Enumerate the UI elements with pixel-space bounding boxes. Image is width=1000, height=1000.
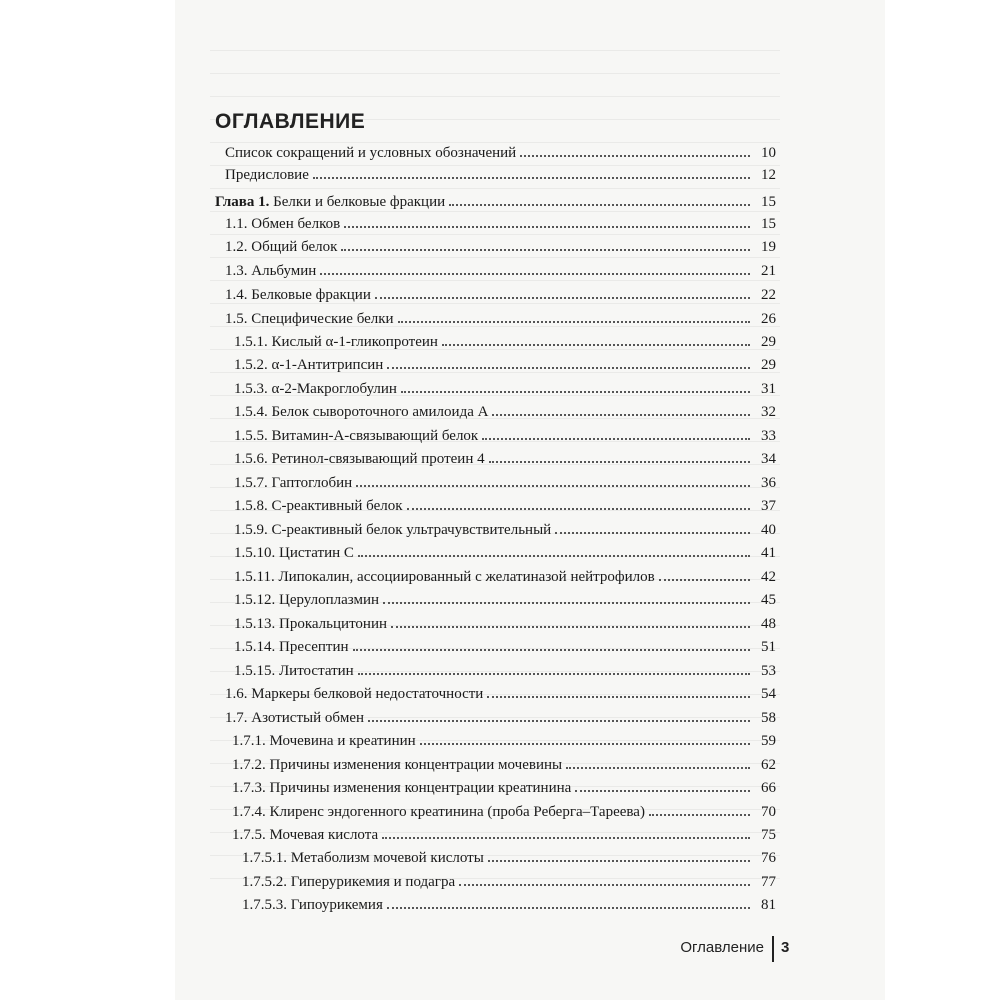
- toc-entry-label: 1.7. Азотистый обмен: [225, 710, 365, 726]
- toc-entry[interactable]: [242, 847, 776, 869]
- leader-dots: [649, 814, 750, 816]
- toc-entry-page: 62: [761, 757, 776, 773]
- leader-dots: [659, 579, 750, 581]
- leader-dots: [398, 321, 750, 323]
- toc-entry-page: 40: [761, 522, 776, 538]
- toc-entry-page: 36: [761, 475, 776, 491]
- toc-entry-label: 1.1. Обмен белков: [225, 216, 341, 232]
- toc-entry[interactable]: [232, 777, 776, 799]
- toc-entry-label: 1.5.12. Церулоплазмин: [234, 592, 380, 608]
- toc-entry-page: 26: [761, 311, 776, 327]
- leader-dots: [341, 249, 750, 251]
- leader-dots: [492, 414, 750, 416]
- leader-dots: [449, 204, 750, 206]
- toc-entry-label: 1.5. Специфические белки: [225, 311, 394, 327]
- toc-entry[interactable]: [234, 519, 776, 541]
- leader-dots: [313, 177, 750, 179]
- toc-entry-label: 1.5.4. Белок сывороточного амилоида А: [234, 404, 489, 420]
- toc-entry[interactable]: [234, 331, 776, 353]
- toc-entry[interactable]: [234, 425, 776, 447]
- toc-entry-label: 1.7.5.2. Гиперурикемия и подагра: [242, 874, 456, 890]
- leader-dots: [358, 555, 750, 557]
- leader-dots: [566, 767, 750, 769]
- toc-entry-label: 1.5.2. α-1-Антитрипсин: [234, 357, 384, 373]
- toc-entry-label: 1.7.2. Причины изменения концентрации мочевины: [232, 757, 563, 773]
- toc-entry[interactable]: [234, 472, 776, 494]
- toc-entry-label: 1.5.9. С-реактивный белок ультрачувствительный: [234, 522, 552, 538]
- toc-entry-label: 1.4. Белковые фракции: [225, 287, 371, 303]
- toc-entry[interactable]: [234, 542, 776, 564]
- leader-dots: [358, 673, 750, 675]
- toc-entry-page: 41: [761, 545, 776, 561]
- toc-entry[interactable]: [234, 660, 776, 682]
- leader-dots: [575, 790, 750, 792]
- toc-entry-label: 1.5.10. Цистатин С: [234, 545, 354, 561]
- toc-entry[interactable]: [234, 566, 776, 588]
- toc-entry-label: Предисловие: [225, 167, 309, 183]
- toc-entry-label: 1.7.1. Мочевина и креатинин: [232, 733, 416, 749]
- running-footer-section: Оглавление: [680, 939, 764, 956]
- toc-entry-page: 45: [761, 592, 776, 608]
- leader-dots: [520, 155, 750, 157]
- toc-title: ОГЛАВЛЕНИЕ: [215, 110, 366, 133]
- toc-entry-label: 1.5.15. Литостатин: [234, 663, 354, 679]
- toc-entry-page: 58: [761, 710, 776, 726]
- toc-entry-page: 32: [761, 404, 776, 420]
- toc-entry[interactable]: [242, 894, 776, 916]
- leader-dots: [482, 438, 750, 440]
- leader-dots: [382, 837, 750, 839]
- toc-entry-label: 1.5.6. Ретинол-связывающий протеин 4: [234, 451, 485, 467]
- toc-entry[interactable]: [234, 354, 776, 376]
- toc-entry-page: 54: [761, 686, 776, 702]
- toc-entry-page: 34: [761, 451, 776, 467]
- toc-entry[interactable]: [234, 448, 776, 470]
- toc-entry-page: 15: [761, 216, 776, 232]
- toc-entry-label: 1.7.5.3. Гипоурикемия: [242, 897, 383, 913]
- toc-entry-label: 1.5.3. α-2-Макроглобулин: [234, 381, 397, 397]
- page-footer: [0, 936, 1000, 962]
- toc-entry[interactable]: [225, 707, 776, 729]
- toc-entry-page: 76: [761, 850, 776, 866]
- toc-entry[interactable]: [225, 683, 776, 705]
- toc-entry-page: 70: [761, 804, 776, 820]
- toc-entry[interactable]: [225, 236, 776, 258]
- toc-entry-label: 1.5.8. С-реактивный белок: [234, 498, 403, 514]
- toc-entry-label: 1.6. Маркеры белковой недостаточности: [225, 686, 484, 702]
- page-number: 3: [781, 939, 790, 956]
- toc-entry-page: 29: [761, 357, 776, 373]
- leader-dots: [489, 461, 750, 463]
- toc-entry-page: 10: [761, 145, 776, 161]
- leader-dots: [375, 297, 750, 299]
- toc-entry[interactable]: [234, 636, 776, 658]
- toc-entry-page: 21: [761, 263, 776, 279]
- toc-entry-page: 22: [761, 287, 776, 303]
- toc-entry-page: 19: [761, 239, 776, 255]
- toc-entry-label: 1.5.11. Липокалин, ассоциированный с желатиназой нейтрофилов: [234, 569, 655, 585]
- leader-dots: [487, 696, 750, 698]
- toc-entry-page: 33: [761, 428, 776, 444]
- toc-entry-label: 1.7.5. Мочевая кислота: [232, 827, 379, 843]
- toc-entry[interactable]: [225, 142, 776, 164]
- toc-entry-label: 1.5.1. Кислый α-1-гликопротеин: [234, 334, 438, 350]
- leader-dots: [320, 273, 750, 275]
- leader-dots: [344, 226, 750, 228]
- toc-entry-page: 81: [761, 897, 776, 913]
- toc-entry-page: 66: [761, 780, 776, 796]
- toc-entry-label: 1.7.5.1. Метаболизм мочевой кислоты: [242, 850, 484, 866]
- toc-entry-label: 1.7.3. Причины изменения концентрации креатинина: [232, 780, 572, 796]
- footer-divider: [772, 936, 774, 962]
- chapter-title: Белки и белковые фракции: [269, 194, 446, 210]
- toc-entry[interactable]: [234, 613, 776, 635]
- leader-dots: [555, 532, 750, 534]
- toc-entry[interactable]: [225, 213, 776, 235]
- toc-entry-label: [215, 191, 445, 213]
- leader-dots: [401, 391, 750, 393]
- toc-entry-page: 77: [761, 874, 776, 890]
- toc-entry[interactable]: [242, 871, 776, 893]
- toc-entry[interactable]: [225, 260, 776, 282]
- toc-entry[interactable]: [234, 495, 776, 517]
- leader-dots: [488, 860, 750, 862]
- toc-entry-label: 1.5.7. Гаптоглобин: [234, 475, 353, 491]
- toc-entry-page: 51: [761, 639, 776, 655]
- toc-chapter-entry[interactable]: [215, 191, 776, 213]
- leader-dots: [391, 626, 750, 628]
- toc-entry[interactable]: [225, 284, 776, 306]
- toc-entry-page: 53: [761, 663, 776, 679]
- toc-entry-page: 15: [761, 194, 776, 210]
- toc-entry[interactable]: [232, 824, 776, 846]
- leader-dots: [420, 743, 750, 745]
- toc-entry-label: 1.5.14. Пресептин: [234, 639, 349, 655]
- toc-entry-label: 1.7.4. Клиренс эндогенного креатинина (проба Реберга–Тареева): [232, 804, 645, 820]
- chapter-prefix: Глава 1.: [215, 194, 270, 210]
- toc-entry[interactable]: [232, 730, 776, 752]
- toc-entry[interactable]: [234, 589, 776, 611]
- leader-dots: [407, 508, 750, 510]
- leader-dots: [356, 485, 750, 487]
- toc-entry-label: Список сокращений и условных обозначений: [225, 145, 517, 161]
- toc-entry-page: 37: [761, 498, 776, 514]
- toc-entry-label: 1.3. Альбумин: [225, 263, 317, 279]
- toc-entry[interactable]: [232, 754, 776, 776]
- toc-entry[interactable]: [234, 378, 776, 400]
- toc-entry-page: 12: [761, 167, 776, 183]
- toc-entry-label: 1.5.13. Прокальцитонин: [234, 616, 388, 632]
- toc-entry[interactable]: [225, 308, 776, 330]
- toc-entry-page: 29: [761, 334, 776, 350]
- leader-dots: [387, 367, 750, 369]
- toc-entry-page: 59: [761, 733, 776, 749]
- toc-entry-page: 31: [761, 381, 776, 397]
- leader-dots: [353, 649, 751, 651]
- leader-dots: [383, 602, 750, 604]
- leader-dots: [442, 344, 750, 346]
- toc-entry[interactable]: [232, 801, 776, 823]
- toc-entry-page: 48: [761, 616, 776, 632]
- toc-entry-label: 1.2. Общий белок: [225, 239, 338, 255]
- leader-dots: [368, 720, 750, 722]
- leader-dots: [459, 884, 750, 886]
- toc-entry-label: 1.5.5. Витамин-А-связывающий белок: [234, 428, 479, 444]
- toc-entry-page: 42: [761, 569, 776, 585]
- leader-dots: [387, 907, 750, 909]
- toc-entry[interactable]: [225, 164, 776, 186]
- toc-entry-page: 75: [761, 827, 776, 843]
- toc-entry[interactable]: [234, 401, 776, 423]
